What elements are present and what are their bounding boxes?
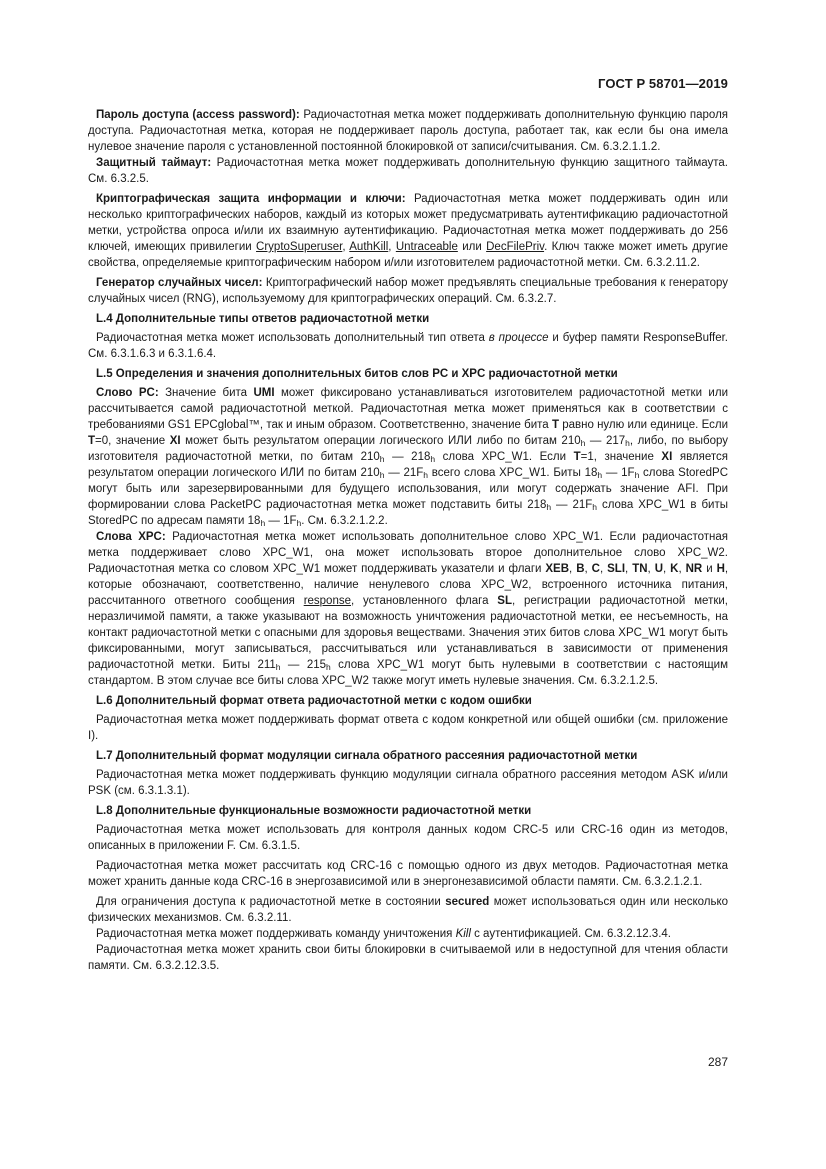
heading-l5: L.5 Определения и значения дополнительных битов слов PC и XPC радиочастотной метки [96, 368, 618, 380]
term-security-timeout: Защитный таймаут: [96, 157, 212, 169]
paragraph-access-password: Пароль доступа (access password): Радиочастотная метка может поддерживать дополнительную функцию пароля доступа. Радиочастотная метка, которая не поддерживает пароль доступа, работает так, как если бы она имела нулевое значение пароля с установленной постоянной блокировкой от записи/считывания. См. 6.3.2.1.1.2. [88, 109, 729, 153]
term-pc-word: Слово PC: [96, 387, 159, 399]
paragraph-l8-crc-methods: Радиочастотная метка может использовать для контроля данных кодом CRC-5 или CRC-16 один из методов, описанных в приложении F. См. 6.3.1.5. [88, 824, 728, 852]
response-term: response [303, 595, 351, 607]
term-rng: Генератор случайных чисел: [96, 277, 263, 289]
paragraph-l8-secured: Для ограничения доступа к радиочастотной метке в состоянии secured может использоваться один или несколько физических механизмов. См. 6.3.2.11. [88, 896, 729, 924]
kill-term: Kill [455, 928, 471, 940]
priv-decfilepriv: DecFilePriv [486, 241, 545, 253]
paragraph-rng: Генератор случайных чисел: Криптографический набор может предъявлять специальные требования к генератору случайных чисел (RNG), используемому для криптографических операций. См. 6.3.2.7. [88, 277, 729, 305]
priv-authkill: AuthKill [349, 241, 389, 253]
secured-term: secured [445, 896, 490, 908]
document-body [88, 107, 728, 974]
paragraph-l7: Радиочастотная метка может поддерживать функцию модуляции сигнала обратного рассеяния методом ASK и/или PSK (см. 6.3.1.3.1). [88, 769, 728, 797]
paragraph-security-timeout: Защитный таймаут: Радиочастотная метка может поддерживать дополнительную функцию защитного таймаута. См. 6.3.2.5. [88, 157, 728, 185]
paragraph-l8-lock-bits: Радиочастотная метка может хранить свои биты блокировки в считываемой или в недоступной для чтения области памяти. См. 6.3.2.12.3.5. [88, 944, 728, 972]
term-access-password: Пароль доступа (access password): [96, 109, 300, 121]
heading-l4: L.4 Дополнительные типы ответов радиочастотной метки [96, 313, 430, 325]
paragraph-l8-crc16: Радиочастотная метка может рассчитать код CRC-16 с помощью одного из двух методов. Радиочастотная метка может хранить данные кода CRC-16 в энергозависимой или в энергонезависимой области памяти. См. 6.3.2.1.2.1. [88, 860, 728, 888]
term-crypto: Криптографическая защита информации и ключи: [96, 193, 406, 205]
document-id: ГОСТ Р 58701—2019 [598, 76, 728, 91]
term-xpc-words: Слова XPC: [96, 531, 166, 543]
paragraph-l4: Радиочастотная метка может использовать дополнительный тип ответа в процессе и буфер памяти ResponseBuffer. См. 6.3.1.6.3 и 6.3.1.6.4. [88, 332, 728, 360]
priv-cryptosuperuser: CryptoSuperuser [256, 241, 343, 253]
paragraph-xpc-words: Слова XPC: Радиочастотная метка может использовать дополнительное слово XPC_W1. Если радиочастотная метка поддерживает слово XPC_W1, она может использовать второе дополнительное слово XPC_W2. Радиочастотная метка со словом XPC_W1 может поддерживать указатели и флаги XEB, B, C, SLI, TN, U, K, NR и H, которые обозначают, соответственно, наличие ненулевого слова XPC_W2, встроенного источника питания, рассчитанного ответного сообщения response, установленного флага SL, регистрации радиочастотной метки, неразличимой памяти, а также указывают на возможность уничтожения радиочастотной метки, ее несъемность, на контакт радиочастотной метки с опасными для здоровья веществами. Значения этих битов слова XPC_W1 могут быть фиксированными, могут записываться, рассчитываться или устанавливаться в зависимости от применения радиочастотной метки. Биты $211_h$ — $215_h$ слова XPC_W1 могут быть нулевыми в соответствии с настоящим стандартом. В этом случае все биты слова XPC_W2 также могут иметь нулевые значения. См. 6.3.2.1.2.5. [88, 531, 729, 687]
paragraph-l6: Радиочастотная метка может поддерживать формат ответа с кодом конкретной или общей ошибки (см. приложение I). [88, 714, 728, 742]
heading-l7: L.7 Дополнительный формат модуляции сигнала обратного рассеяния радиочастотной метки [96, 750, 638, 762]
priv-untraceable: Untraceable [395, 241, 458, 253]
paragraph-crypto: Криптографическая защита информации и ключи: Радиочастотная метка может поддерживать один или несколько криптографических наборов, каждый из которых может предусматривать аутентификацию радиочастотной метки, устройства опроса и/или их взаимную аутентификацию. Радиочастотная метка может поддерживать до 256 ключей, имеющих привилегии CryptoSuperuser, AuthKill, Untraceable или DecFilePriv. Ключ также может иметь другие свойства, определяемые криптографическим набором и/или изготовителем радиочастотной метки. См. 6.3.2.11.2. [88, 193, 729, 269]
paragraph-l8-kill: Радиочастотная метка может поддерживать команду уничтожения Kill с аутентификацией. См. 6.3.2.12.3.4. [96, 928, 671, 940]
heading-l6: L.6 Дополнительный формат ответа радиочастотной метки с кодом ошибки [96, 695, 532, 707]
in-process-term: в процессе [488, 332, 549, 344]
page-number: 287 [707, 1055, 728, 1069]
heading-l8: L.8 Дополнительные функциональные возможности радиочастотной метки [96, 805, 532, 817]
paragraph-pc-word: Слово PC: Значение бита UMI может фиксировано устанавливаться изготовителем радиочастотной метки или рассчитывается самой радиочастотной меткой. Радиочастотная метка может применяться как в соответствии с требованиями GS1 EPCglobal™, так и иным образом. Соответственно, значение бита T равно нулю или единице. Если T=0, значение XI может быть результатом операции логического ИЛИ либо по битам $210_h$ — $217_h$, либо, по выбору изготовителя радиочастотной метки, по битам $210_h$ — $218_h$ слова XPC_W1. Если T=1, значение XI является результатом операции логического ИЛИ по битам $210_h$ — $21F_h$ всего слова XPC_W1. Биты $18_h$ — $1F_h$ слова StoredPC могут быть или зарезервированными для будущего использования, или могут содержать значение AFI. При формировании слова PacketPC радиочастотная метка может подставить биты $218_h$ — $21F_h$ слова XPC_W1 в биты StoredPC по адресам памяти $18_h$ — $1F_h$. См. 6.3.2.1.2.2. [88, 387, 729, 528]
